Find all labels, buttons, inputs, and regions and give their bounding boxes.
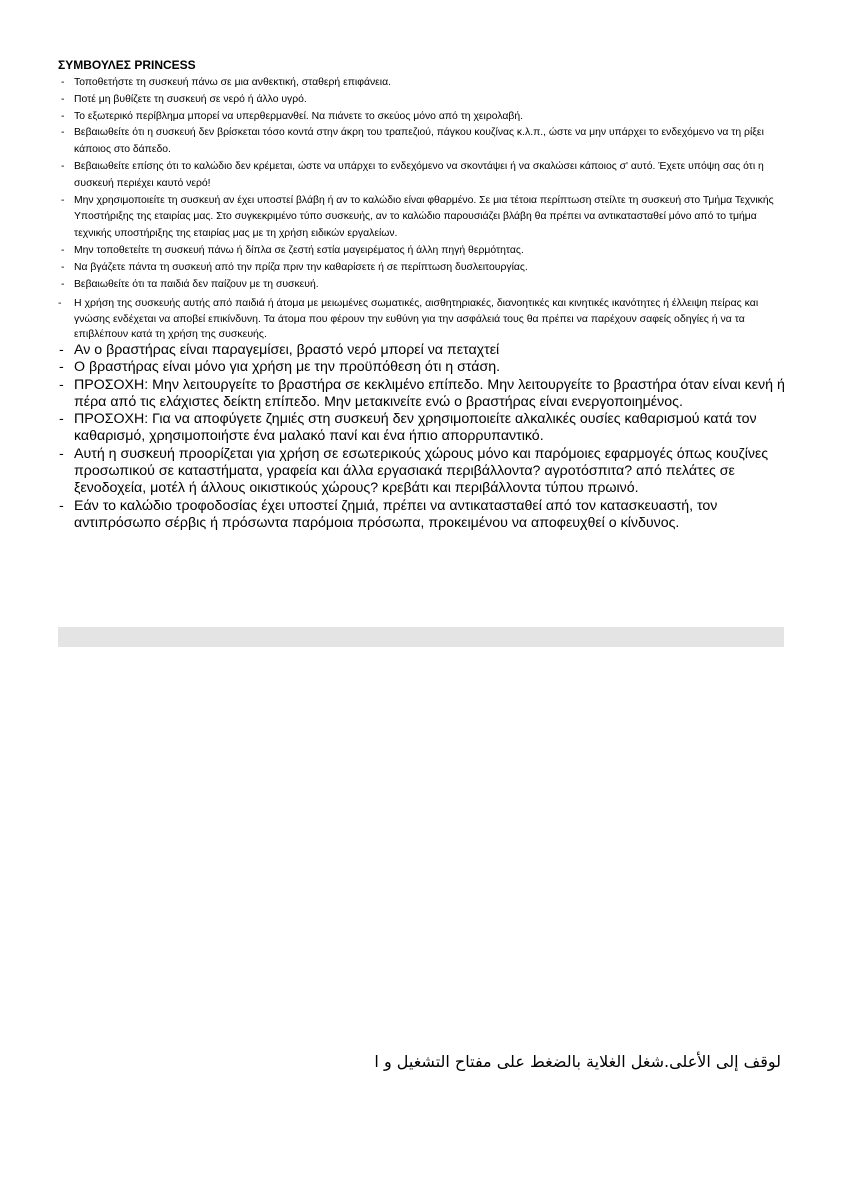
safety-list-small (58, 75, 788, 293)
list-item: - Το εξωτερικό περίβλημα μπορεί να υπερθερμανθεί. Να πιάνετε το σκεύος μόνο από τη χειρολαβή. (58, 109, 788, 126)
safety-list-medium (58, 296, 788, 342)
list-item: - Αν ο βραστήρας είναι παραγεμίσει, βραστό νερό μπορεί να πεταχτεί (58, 342, 788, 359)
list-item: - Βεβαιωθείτε ότι τα παιδιά δεν παίζουν με τη συσκευή. (58, 277, 788, 294)
list-item: - Βεβαιωθείτε επίσης ότι το καλώδιο δεν κρέμεται, ώστε να υπάρχει το ενδεχόμενο να σκοντάψει ή να σκαλώσει κάποιος σ' αυτό. Έχετε υπόψη σας ότι η συσκευή περιέχει καυτό νερό! (58, 159, 788, 193)
list-item: - ΠΡΟΣΟΧΗ: Μην λειτουργείτε το βραστήρα σε κεκλιμένο επίπεδο. Μην λειτουργείτε το βραστήρα όταν είναι κενή ή πέρα από τις ελάχιστες δείκτη επίπεδο. Μην μετακινείτε ενώ ο βραστήρας είναι ενεργοποιημένος. (58, 377, 788, 412)
list-item: - Βεβαιωθείτε ότι η συσκευή δεν βρίσκεται τόσο κοντά στην άκρη του τραπεζιού, πάγκου κουζίνας κ.λ.π., ώστε να μην υπάρχει το ενδεχόμενο να τη ρίξει κάποιος στο δάπεδο. (58, 125, 788, 159)
list-item: - Να βγάζετε πάντα τη συσκευή από την πρίζα πριν την καθαρίσετε ή σε περίπτωση δυσλειτουργίας. (58, 260, 788, 277)
list-item: - Μην χρησιμοποιείτε τη συσκευή αν έχει υποστεί βλάβη ή αν το καλώδιο είναι φθαρμένο. Σε μια τέτοια περίπτωση στείλτε τη συσκευή στο Τμήμα Τεχνικής Υποστήριξης της εταιρίας μας. Στο συγκεκριμένο τύπο συσκευής, αν το καλώδιο παρουσιάζει βλάβη θα πρέπει να αντικατασταθεί μόνο από το τμήμα τεχνικής υποστήριξης της εταιρίας μας με τη χρήση ειδικών εργαλείων. (58, 193, 788, 243)
list-item: - Εάν το καλώδιο τροφοδοσίας έχει υποστεί ζημιά, πρέπει να αντικατασταθεί από τον κατασκευαστή, τον αντιπρόσωπο σέρβις ή πρόσωντα παρόμοια πρόσωπα, προκειμένου να αποφευχθεί ο κίνδυνος. (58, 498, 788, 533)
section-divider-bar (58, 627, 784, 647)
list-item: - Τοποθετήστε τη συσκευή πάνω σε μια ανθεκτική, σταθερή επιφάνεια. (58, 75, 788, 92)
safety-list-large (58, 342, 788, 532)
list-item: - Ποτέ μη βυθίζετε τη συσκευή σε νερό ή άλλο υγρό. (58, 92, 788, 109)
list-item: - ΠΡΟΣΟΧΗ: Για να αποφύγετε ζημιές στη συσκευή δεν χρησιμοποιείτε αλκαλικές ουσίες καθαρισμού κατά τον καθαρισμό, χρησιμοποιήστε ένα μαλακό πανί και ένα ήπιο απορρυπαντικό. (58, 411, 788, 446)
section-heading: ΣΥΜΒΟΥΛΕΣ PRINCESS (58, 58, 196, 72)
list-item: - Μην τοποθετείτε τη συσκευή πάνω ή δίπλα σε ζεστή εστία μαγειρέματος ή άλλη πηγή θερμότητας. (58, 243, 788, 260)
list-item: - Αυτή η συσκευή προορίζεται για χρήση σε εσωτερικούς χώρους μόνο και παρόμοιες εφαρμογές όπως κουζίνες προσωπικού σε καταστήματα, γραφεία και άλλα εργασιακά περιβάλλοντα? αγροτόσπιτα? από πελάτες σε ξενοδοχεία, μοτέλ ή άλλους οικιστικούς χώρους? κρεβάτι και περιβάλλοντα τύπου πρωινό. (58, 446, 788, 498)
instructions-section (58, 58, 788, 532)
list-item: - Ο βραστήρας είναι μόνο για χρήση με την προϋπόθεση ότι η στάση. (58, 359, 788, 376)
list-item: - Η χρήση της συσκευής αυτής από παιδιά ή άτομα με μειωμένες σωματικές, αισθητηριακές, διανοητικές και κινητικές ικανότητες ή έλλειψη πείρας και γνώσης ενδέχεται να αποβεί επικίνδυνη. Τα άτομα που φέρουν την ευθύνη για την ασφάλειά τους θα πρέπει να παρέχουν σαφείς οδηγίες ή να τα επιβλέπουν κατά τη χρήση της συσκευής. (58, 296, 788, 342)
arabic-text-line: لوقف إلى الأعلى.شغل الغلاية بالضغط على مفتاح التشغيل و ا (374, 1052, 781, 1071)
